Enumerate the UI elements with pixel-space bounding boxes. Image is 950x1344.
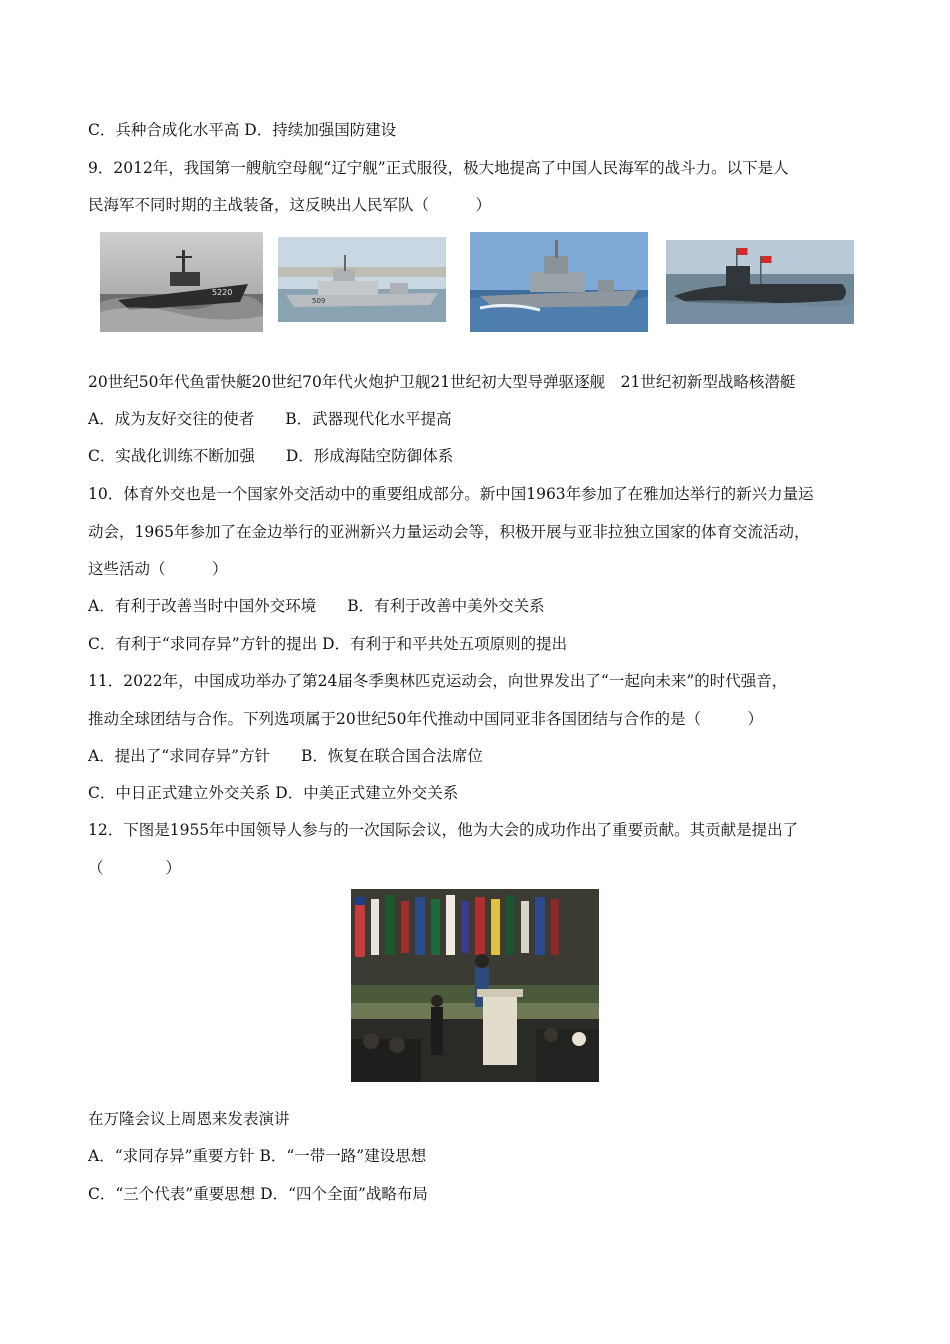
q10-stem-line3: 这些活动（ ）	[88, 560, 228, 578]
q10-option-ab[interactable]: A．有利于改善当时中国外交环境 B．有利于改善中美外交关系	[88, 597, 545, 615]
q9-captions: 20世纪50年代鱼雷快艇20世纪70年代火炮护卫舰21世纪初大型导弹驱逐舰 21世纪初新型战略核潜艇	[88, 373, 796, 391]
q12-option-cd[interactable]: C．“三个代表”重要思想 D．“四个全面”战略布局	[88, 1185, 428, 1203]
q12-stem-line1: 12．下图是1955年中国领导人参与的一次国际会议，他为大会的成功作出了重要贡献。其贡献是提出了	[88, 821, 799, 839]
frigate-photo	[278, 237, 446, 322]
q8-option-cd: C．兵种合成化水平高 D．持续加强国防建设	[88, 121, 397, 139]
q12-caption: 在万隆会议上周恩来发表演讲	[88, 1110, 290, 1128]
q12-option-ab[interactable]: A．“求同存异”重要方针 B．“一带一路”建设思想	[88, 1147, 427, 1165]
hull-number: 5220	[212, 288, 233, 297]
q10-stem-line2: 动会，1965年参加了在金边举行的亚洲新兴力量运动会等，积极开展与亚非拉独立国家的体育交流活动，	[88, 523, 810, 541]
q11-option-ab[interactable]: A．提出了“求同存异”方针 B．恢复在联合国合法席位	[88, 747, 483, 765]
torpedo-boat-photo	[100, 232, 263, 332]
q12-stem-line2: （ ）	[88, 859, 182, 877]
q10-option-cd[interactable]: C．有利于“求同存异”方针的提出 D．有利于和平共处五项原则的提出	[88, 635, 568, 653]
q11-stem-line2: 推动全球团结与合作。下列选项属于20世纪50年代推动中国同亚非各国团结与合作的是（ ）	[88, 710, 763, 728]
q9-option-ab[interactable]: A．成为友好交往的使者 B．武器现代化水平提高	[88, 410, 452, 428]
submarine-photo	[666, 240, 854, 324]
bandung-conference-photo	[351, 889, 599, 1082]
q10-stem-line1: 10．体育外交也是一个国家外交活动中的重要组成部分。新中国1963年参加了在雅加达举行的新兴力量运	[88, 485, 814, 503]
q11-option-cd[interactable]: C．中日正式建立外交关系 D．中美正式建立外交关系	[88, 784, 459, 802]
frigate-hull-number: 509	[312, 297, 326, 305]
q9-stem-line1: 9．2012年，我国第一艘航空母舰“辽宁舰”正式服役，极大地提高了中国人民海军的战斗力。以下是人	[88, 159, 789, 177]
q9-option-cd[interactable]: C．实战化训练不断加强 D．形成海陆空防御体系	[88, 447, 454, 465]
q11-stem-line1: 11．2022年，中国成功举办了第24届冬季奥林匹克运动会，向世界发出了“一起向未来”的时代强音，	[88, 672, 788, 690]
destroyer-photo	[470, 232, 648, 332]
q9-stem-line2: 民海军不同时期的主战装备，这反映出人民军队（ ）	[88, 196, 492, 214]
